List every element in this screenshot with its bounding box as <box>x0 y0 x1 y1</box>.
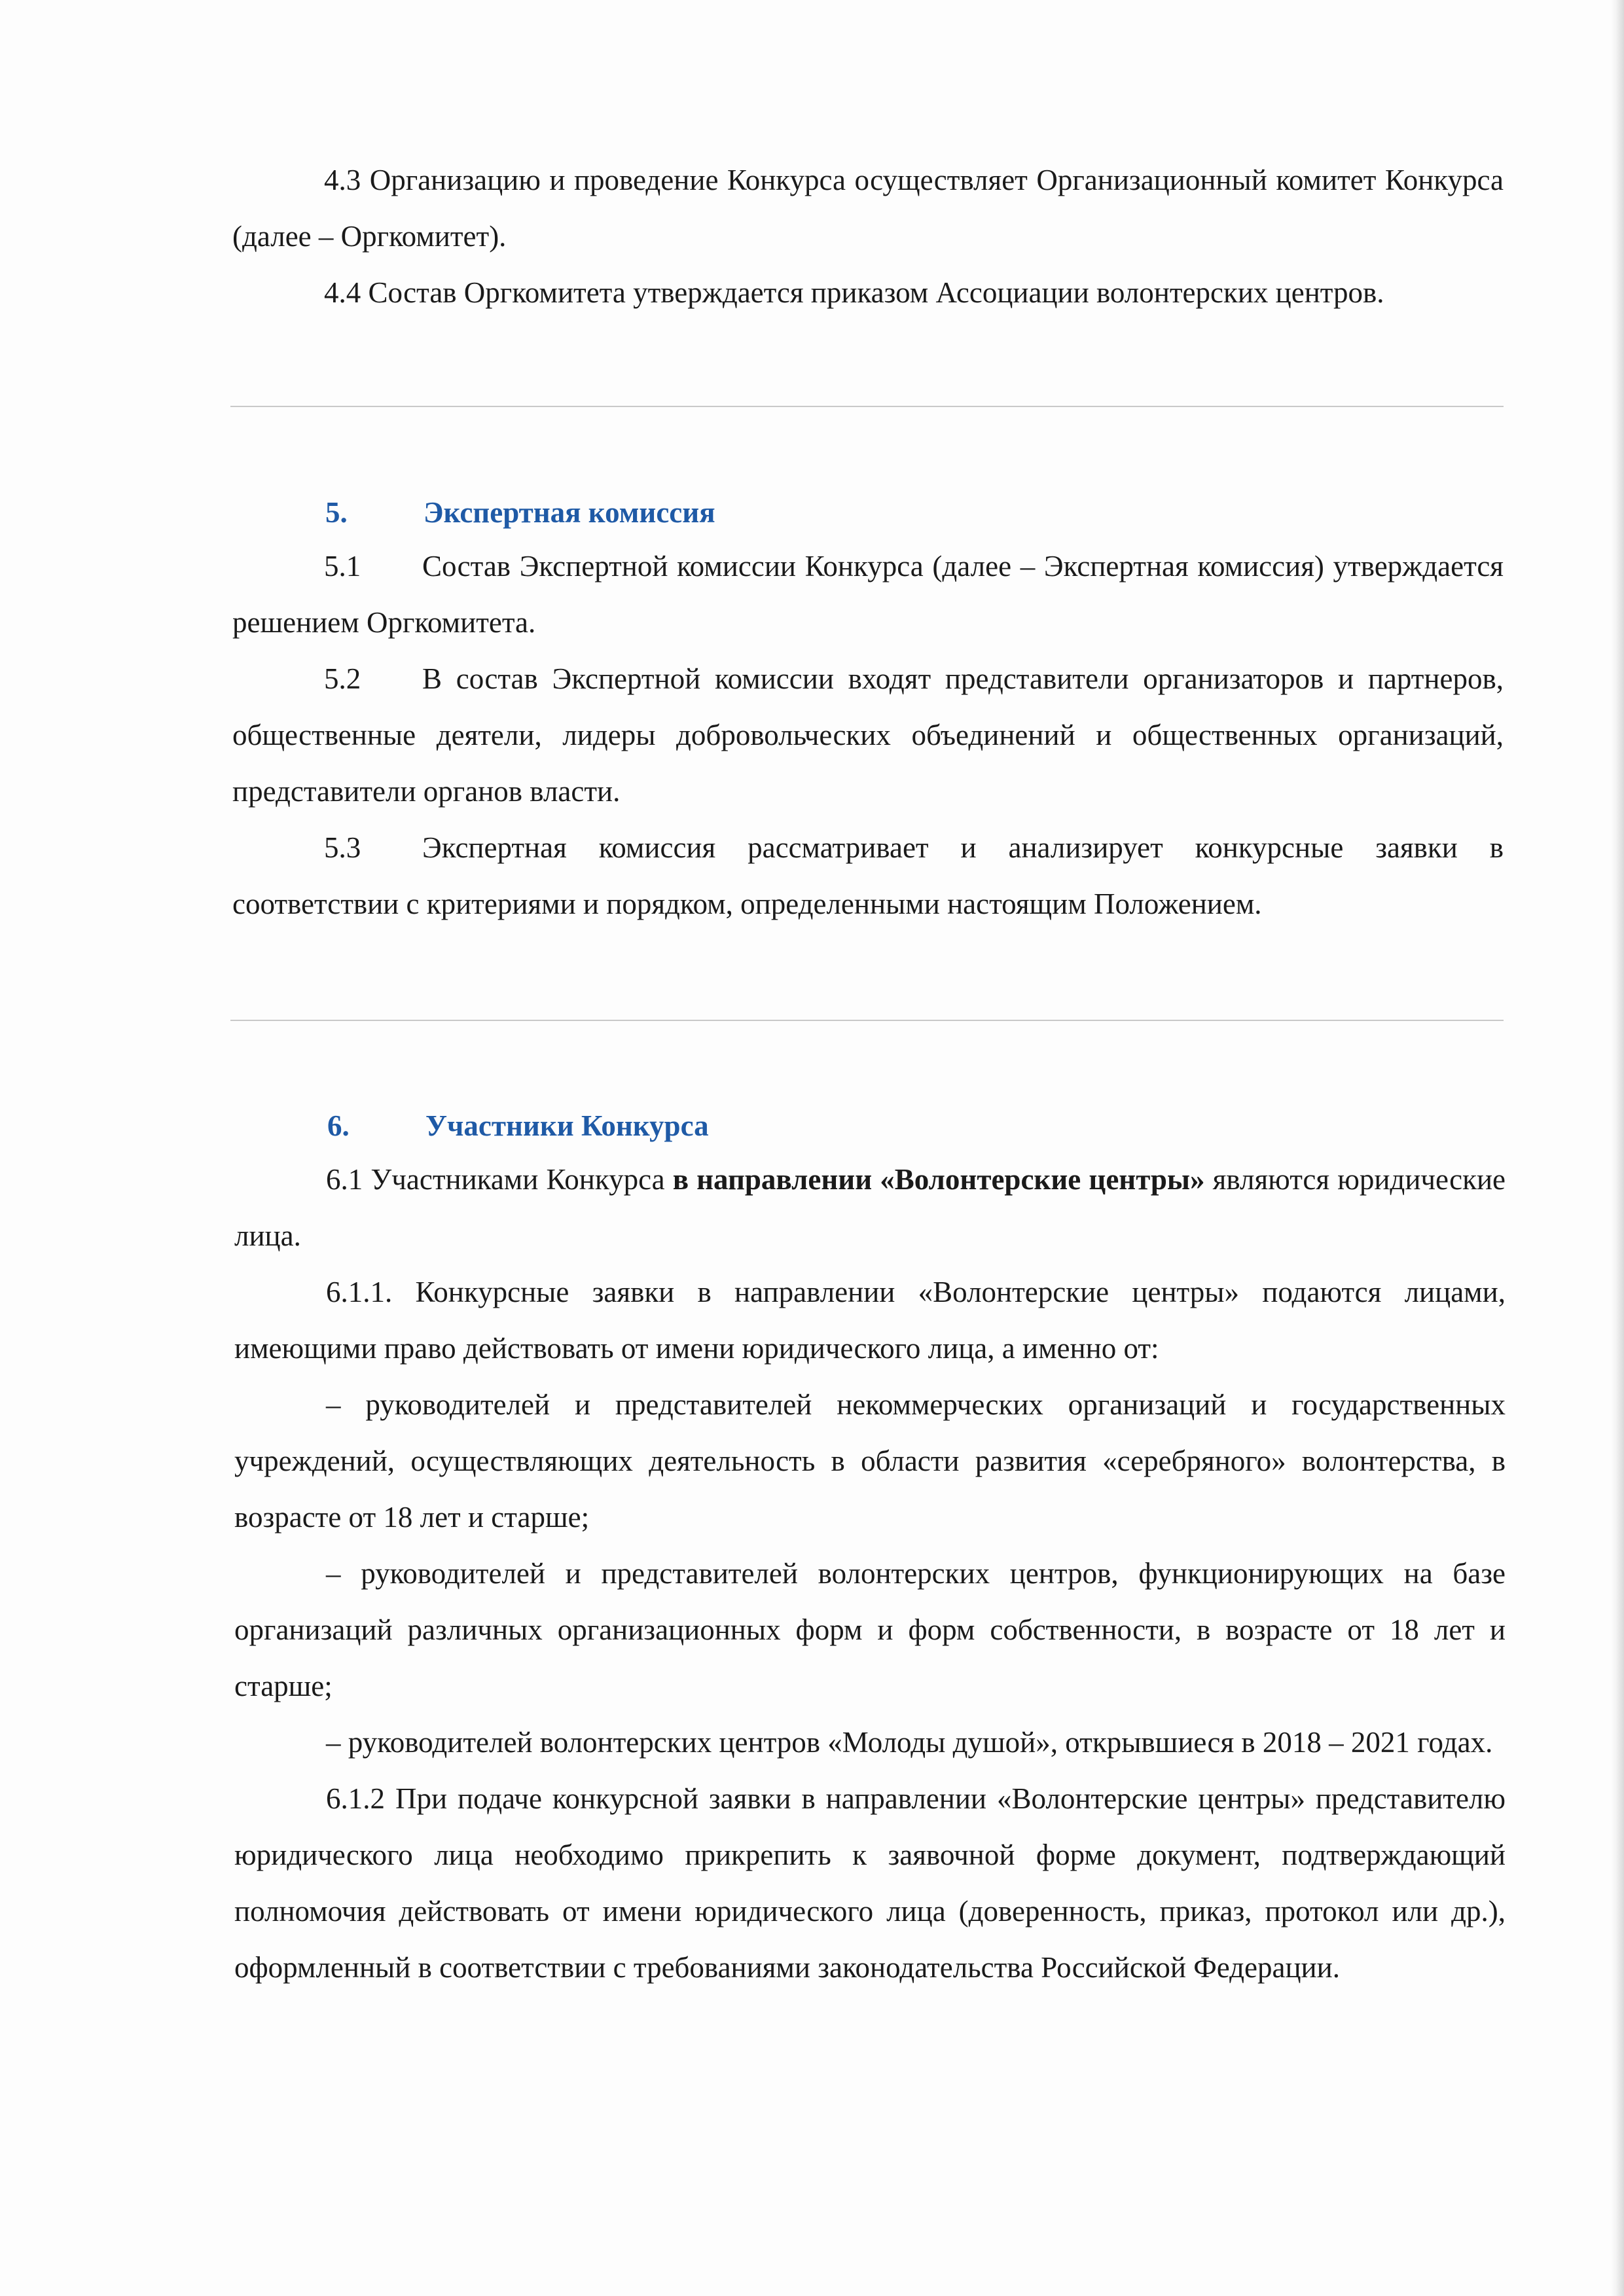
bullet-item: – руководителей и представителей волонтерских центров, функционирующих на базе организаций различных организационных форм и форм собственности, в возрасте от 18 лет и старше; <box>234 1557 1506 1702</box>
section-6-title: Участники Конкурса <box>425 1109 709 1142</box>
paragraph-6-1-emphasis: в направлении «Волонтерские центры» <box>672 1163 1205 1196</box>
item-number: 5.1 <box>324 550 361 583</box>
section-5-number: 5. <box>325 496 348 529</box>
paragraph-5-2 <box>232 651 1504 819</box>
bullet-item: – руководителей и представителей некоммерческих организаций и государственных учреждений, осуществляющих деятельность в области развития «серебряного» волонтерства, в возрасте от 18 лет и старше; <box>234 1388 1506 1534</box>
paragraph-5-1 <box>232 538 1504 651</box>
paragraph-6-1 <box>234 1151 1506 1264</box>
item-number: 5.2 <box>324 662 361 695</box>
item-text: Экспертная комиссия рассматривает и анализирует конкурсные заявки в соответствии с критериями и порядком, определенными настоящим Положением. <box>232 831 1504 920</box>
item-text: Состав Экспертной комиссии Конкурса (далее – Экспертная комиссия) утверждается решением Оргкомитета. <box>232 550 1504 639</box>
section-5-text <box>232 538 1504 932</box>
section-5-title: Экспертная комиссия <box>424 496 715 529</box>
paragraph-6-1-1: 6.1.1. Конкурсные заявки в направлении «Волонтерские центры» подаются лицами, имеющими право действовать от имени юридического лица, а именно от: <box>234 1276 1506 1365</box>
section-divider <box>230 406 1504 407</box>
section-divider <box>230 1020 1504 1021</box>
item-number: 5.3 <box>324 831 361 864</box>
paragraph-6-1-tail: являются юридические лица. <box>234 1163 1506 1252</box>
section-6-heading <box>327 1106 709 1145</box>
section-5-heading <box>325 493 715 532</box>
item-text: В состав Экспертной комиссии входят представители организаторов и партнеров, общественные деятели, лидеры добровольческих объединений и общественных организаций, представители органов власти. <box>232 662 1504 808</box>
paragraph-6-1-lead: 6.1 Участниками Конкурса <box>326 1163 673 1196</box>
paragraph-4-3: 4.3 Организацию и проведение Конкурса осуществляет Организационный комитет Конкурса (далее – Оргкомитет). <box>232 164 1504 253</box>
paragraph-5-3 <box>232 819 1504 932</box>
paragraph-4-4: 4.4 Состав Оргкомитета утверждается приказом Ассоциации волонтерских центров. <box>324 276 1384 309</box>
bullet-item: – руководителей волонтерских центров «Молоды душой», открывшиеся в 2018 – 2021 годах. <box>326 1726 1493 1759</box>
scan-edge-shadow <box>1611 0 1624 2296</box>
paragraph-6-1-2: 6.1.2 При подаче конкурсной заявки в направлении «Волонтерские центры» представителю юридического лица необходимо прикрепить к заявочной форме документ, подтверждающий полномочия действовать от имени юридического лица (доверенность, приказ, протокол или др.), оформленный в соответствии с требованиями законодательства Российской Федерации. <box>234 1782 1506 1984</box>
section-6-number: 6. <box>327 1109 350 1142</box>
section-6-text <box>234 1151 1506 1996</box>
section-4-text <box>232 152 1504 321</box>
